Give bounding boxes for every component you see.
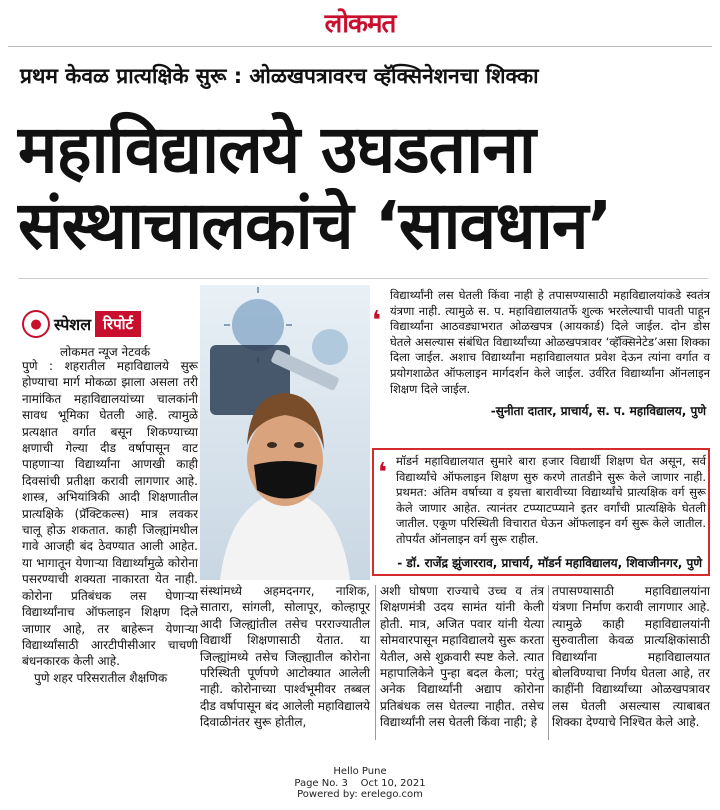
- special-report-badge: [22, 310, 141, 338]
- column-divider: [375, 585, 376, 740]
- badge-label-right: रिपोर्ट: [95, 311, 141, 337]
- article-column-3: अशी घोषणा राज्याचे उच्च व तंत्र शिक्षणमंत्री उदय सामंत यांनी केली होती. मात्र, अजित पवार यांनी येत्या सोमवारपासून महाविद्यालये सुरू करता येतील, असे शुक्रवारी स्पष्ट केले. त्यात महापालिकेने पुन्हा बदल केला; परंतु अनेक विद्यार्थ्यांनी अद्याप कोरोना प्रतिबंधक लस घेतल्या नाहीत. तसेच विद्यार्थ्यांनी लस घेतली किंवा नाही; हे: [380, 584, 544, 730]
- quote-1-attribution: -सुनीता दातार, प्राचार्य, स. प. महाविद्यालय, पुणे: [490, 404, 706, 418]
- quote-box-principal-sp-college: [372, 284, 712, 420]
- quote-2-text: मॉडर्न महाविद्यालयात सुमारे बारा हजार विद्यार्थी शिक्षण घेत असून, सर्व विद्यार्थ्यांचे ऑफलाइन शिक्षण सुरु करणे तातडीने सुरू केले जाणार नाही. प्रथमत: अंतिम वर्षाच्या व इयत्ता बारावीच्या विद्यार्थ्यांचे प्रात्यक्षिक वर्ग सुरू केले जाणार आहेत. त्यानंतर टप्प्याटप्प्याने इतर वर्गांची प्रात्यक्षिके घेतली जातील. एकूण परिस्थिती विचारात घेऊन ऑफलाइन वर्ग सुरू केले जातील. तोपर्यंत ऑनलाइन वर्ग सुरू राहील.: [396, 454, 706, 546]
- column-divider: [548, 585, 549, 740]
- article-column-2: संस्थांमध्ये अहमदनगर, नाशिक, सातारा, सांगली, सोलापूर, कोल्हापूर आदी जिल्ह्यांतील तसेच परराज्यातील विद्यार्थी शिक्षणासाठी येतात. या जिल्ह्यांमध्ये तसेच जिल्ह्यातील कोरोना परिस्थिती पूर्णपणे आटोक्यात आलेली नाही. कोरोनाच्या पार्श्वभूमीवर तब्बल दीड वर्षापासून बंद आलेली महाविद्यालये दिवाळीनंतर सुरू होतील,: [200, 584, 370, 730]
- article-kicker: प्रथम केवळ प्रात्यक्षिके सुरू : ओळखपत्रावरच व्हॅक्सिनेशनचा शिक्का: [20, 64, 539, 88]
- headline-divider: [18, 278, 708, 279]
- footer-page-date: Page No. 3 Oct 10, 2021: [294, 777, 426, 789]
- quote-1-text: विद्यार्थ्यांनी लस घेतली किंवा नाही हे तपासण्यासाठी महाविद्यालयांकडे स्वतंत्र यंत्रणा नाही. त्यामुळे स. प. महाविद्यालयातर्फे शुल्क भरलेल्याची पावती पाहून विद्यार्थ्यांना आठवड्याभरात ओळखपत्र (आयकार्ड) दिले जाईल. दोन डोस घेतले असल्यास संबंधित विद्यार्थ्यांच्या ओळखपत्रावर ‘व्हॅक्सिनेटेड’असा शिक्का दिला जाईल. अशाच विद्यार्थ्यांना महाविद्यालयात प्रवेश देऊन त्यांना वर्गात व प्रयोगशाळेत ऑफलाइन मार्गदर्शन केले जाईल. उर्वरित विद्यार्थ्यांना ऑनलाइन शिक्षण दिले जाईल.: [390, 288, 710, 396]
- column-1-paragraph-2: पुणे शहर परिसरातील शैक्षणिक: [34, 670, 168, 685]
- microphone-icon: ●: [22, 310, 50, 338]
- byline: लोकमत न्यूज नेटवर्क: [60, 345, 151, 359]
- column-1-paragraph: पुणे : शहरातील महाविद्यालये सुरू होण्याचा मार्ग मोकळा झाला असला तरी नामांकित महाविद्यालयांच्या चालकांनी सावध भूमिका घेतली आहे. त्यामुळे प्रत्यक्षात वर्गात बसून शिकण्याच्या क्षणाची गेल्या दीड वर्षापासून वाट पाहणाऱ्या विद्यार्थ्यांना आणखी काही दिवसांची प्रतीक्षा करावी लागणार आहे. शास्त्र, अभियांत्रिकी आदी शिक्षणातील प्रात्यक्षिके (प्रॅक्टिकल्स) मात्र लवकर चालू होऊ शकतात. काही जिल्ह्यांमधील गावे आजही बंद ठेवण्यात आली आहेत. या भागातून येणाऱ्या विद्यार्थ्यांमुळे कोरोना पसरण्याची शक्यता नाकारता येत नाही. कोरोना प्रतिबंधक लस घेणाऱ्या विद्यार्थ्यांनाच ऑफलाइन शिक्षण दिले जाणार आहे, तर बाहेरून येणाऱ्या विद्यार्थ्यांसाठी आरटीपीसीआर चाचणी बंधनकारक केली आहे.: [22, 359, 198, 669]
- masthead: [0, 0, 720, 44]
- lokmat-logo: लोकमत: [324, 9, 396, 39]
- article-column-4: तपासण्यासाठी महाविद्यालयांना यंत्रणा निर्माण करावी लागणार आहे. त्यामुळे काही महाविद्यालयांनी सुरुवातीला केवळ प्रात्यक्षिकांसाठी विद्यार्थ्यांना महाविद्यालयात बोलविण्याचा निर्णय घेतला आहे, तर काहींनी विद्यार्थ्यांच्या ओळखपत्रावर लस घेतली असल्यास त्याबाबत शिक्का देण्याचे निश्चित केले आहे.: [552, 584, 710, 730]
- article-column-1: [22, 358, 198, 738]
- quote-mark-icon: ❛: [372, 306, 382, 336]
- page-footer: [0, 766, 720, 801]
- headline-line-1: महाविद्यालये उघडताना: [18, 111, 535, 188]
- footer-edition: Hello Pune: [333, 766, 387, 777]
- headline-line-2: संस्थाचालकांचे ‘सावधान’: [18, 187, 612, 264]
- quote-mark-icon: ❛: [378, 458, 388, 488]
- student-mask-vaccine-photo: [200, 285, 370, 580]
- quote-2-attribution: - डॉ. राजेंद्र झुंजारराव, प्राचार्य, मॉडर्न महाविद्यालय, शिवाजीनगर, पुणे: [397, 556, 702, 570]
- quote-box-principal-modern-college: [372, 448, 710, 576]
- footer-powered-by: Powered by: erelego.com: [297, 789, 423, 800]
- badge-label-left: स्पेशल: [54, 315, 92, 334]
- photo-illustration: [200, 285, 370, 580]
